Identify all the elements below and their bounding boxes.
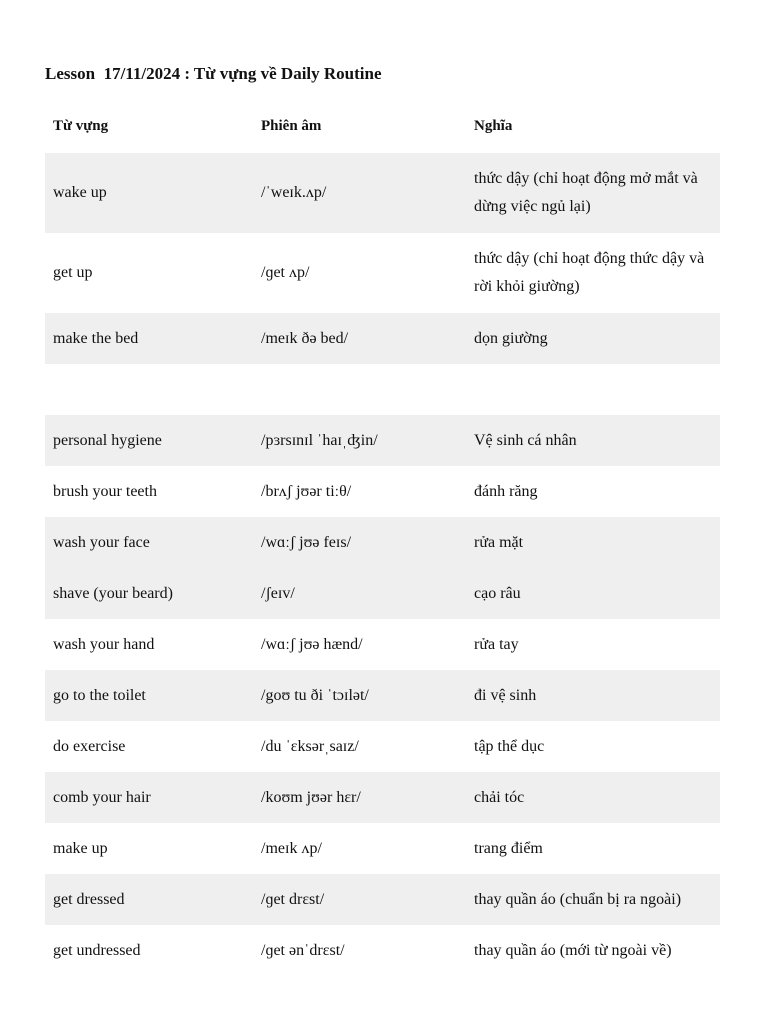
table-row (45, 925, 720, 976)
pronunciation-cell: /ɡet drɛst/ (253, 874, 466, 925)
meaning-cell: chải tóc (466, 772, 720, 823)
meaning-cell: thay quần áo (mới từ ngoài về) (474, 941, 672, 959)
word-cell: get up (53, 264, 93, 281)
vocabulary-table (45, 101, 720, 976)
word-cell: make the bed (45, 313, 253, 364)
pronunciation-cell: /wɑːʃ jʊə feɪs/ (253, 517, 466, 568)
word-cell: do exercise (53, 737, 126, 755)
word-cell: go to the toilet (45, 670, 253, 721)
word-cell (45, 364, 253, 415)
meaning-cell (466, 364, 720, 415)
table-row (45, 233, 720, 313)
meaning-cell: đánh răng (474, 482, 538, 500)
table-row (45, 415, 720, 466)
pronunciation-cell: /ɡet ʌp/ (261, 264, 310, 281)
meaning-cell: rửa tay (474, 635, 519, 653)
table-row (45, 619, 720, 670)
word-cell: make up (53, 839, 108, 857)
word-cell: wake up (45, 153, 253, 233)
column-header-meaning: Nghĩa (474, 118, 513, 134)
pronunciation-cell: /koʊm jʊər hɛr/ (253, 772, 466, 823)
table-row (45, 313, 720, 364)
table-row (45, 823, 720, 874)
pronunciation-cell: /ɡet ənˈdrɛst/ (261, 941, 345, 959)
pronunciation-cell: /pɜrsɪnɪl ˈhaɪˌʤin/ (253, 415, 466, 466)
pronunciation-cell: /meɪk ðə bed/ (253, 313, 466, 364)
meaning-cell: thay quần áo (chuẩn bị ra ngoài) (466, 874, 720, 925)
pronunciation-cell: /du ˈɛksərˌsaɪz/ (261, 737, 359, 755)
meaning-cell: dọn giường (466, 313, 720, 364)
meaning-cell: tập thể dục (474, 737, 545, 755)
meaning-cell: thức dậy (chỉ hoạt động mở mắt và dừng việc ngủ lại) (466, 153, 720, 233)
word-cell: wash your hand (53, 635, 155, 653)
meaning-cell: thức dậy (chỉ hoạt động thức dậy và rời khỏi giường) (474, 250, 705, 295)
meaning-cell: cạo râu (466, 568, 720, 619)
pronunciation-cell: /brʌʃ jʊər tiːθ/ (261, 482, 352, 500)
meaning-cell: Vệ sinh cá nhân (466, 415, 720, 466)
word-cell: comb your hair (45, 772, 253, 823)
table-row (45, 517, 720, 568)
table-row (45, 153, 720, 233)
table-row (45, 466, 720, 517)
word-cell: personal hygiene (45, 415, 253, 466)
page-title: Lesson 17/11/2024 : Từ vựng về Daily Routine (45, 64, 382, 83)
word-cell: brush your teeth (53, 482, 157, 500)
column-header-pronunciation: Phiên âm (261, 118, 322, 134)
pronunciation-cell: /ʃeɪv/ (253, 568, 466, 619)
pronunciation-cell (253, 364, 466, 415)
word-cell: get dressed (45, 874, 253, 925)
table-header-row (45, 101, 720, 153)
table-row (45, 874, 720, 925)
table-row (45, 772, 720, 823)
empty-row (45, 364, 720, 415)
table-row (45, 670, 720, 721)
pronunciation-cell: /ˈweɪk.ʌp/ (253, 153, 466, 233)
meaning-cell: đi vệ sinh (466, 670, 720, 721)
pronunciation-cell: /goʊ tu ði ˈtɔɪlət/ (253, 670, 466, 721)
word-cell: get undressed (53, 941, 141, 959)
pronunciation-cell: /wɑːʃ jʊə hænd/ (261, 635, 363, 653)
word-cell: shave (your beard) (45, 568, 253, 619)
table-row (45, 721, 720, 772)
column-header-word: Từ vựng (53, 118, 109, 134)
meaning-cell: trang điểm (474, 839, 543, 857)
word-cell: wash your face (45, 517, 253, 568)
pronunciation-cell: /meɪk ʌp/ (261, 839, 322, 857)
meaning-cell: rửa mặt (466, 517, 720, 568)
table-row (45, 568, 720, 619)
